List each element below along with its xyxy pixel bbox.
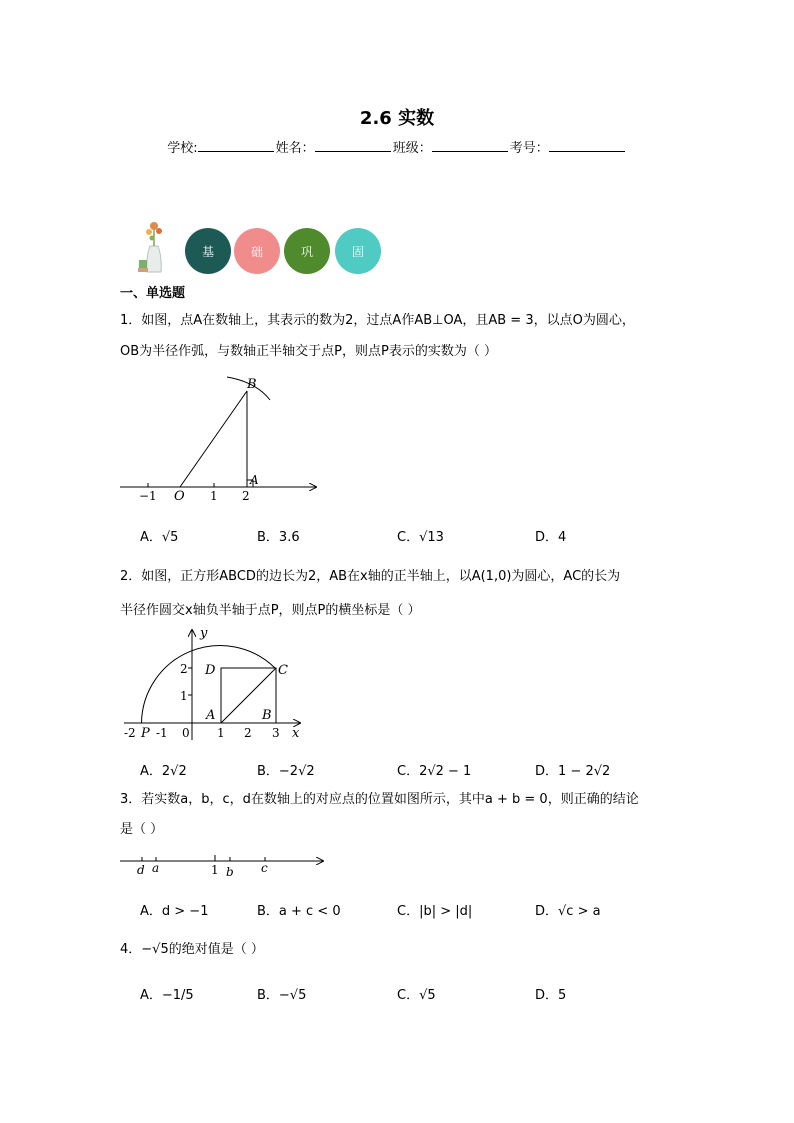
class-blank[interactable] [432,140,508,152]
q1-option-c[interactable]: C．√13 [397,530,444,545]
q1-label-b: B [247,377,257,392]
number-blank[interactable] [549,140,625,152]
q3-label-d: d [137,863,145,877]
q2-label-y: y [200,626,208,641]
q1-option-b[interactable]: B．3.6 [257,530,300,545]
q2-tick-label: 3 [272,726,280,740]
badge-text: 础 [250,244,263,259]
badge-text: 固 [351,244,364,259]
q1-option-a[interactable]: A．√5 [140,530,179,545]
q3-label-one: 1 [211,863,219,877]
student-info-line [0,137,794,156]
q2-tick-label: 0 [182,726,190,740]
q1-tick-label: 1 [210,489,218,503]
q2-label-x: x [292,726,300,741]
q1-text-line2: OB为半径作弧，与数轴正半轴交于点P，则点P表示的实数为（ ） [120,344,497,359]
badge-gu [335,228,381,274]
q2-label-b: B [262,708,272,723]
q3-text-line1: 3．若实数a，b，c，d在数轴上的对应点的位置如图所示，其中a + b = 0，则正确的结论 [120,792,639,807]
q4-option-c[interactable]: C．√5 [397,988,436,1003]
q1-label-a: A [250,473,259,487]
q3-option-d[interactable]: D．√c > a [535,904,601,919]
badge-gong [284,228,330,274]
q2-tick-label: -1 [156,726,168,740]
vase-icon [136,216,172,274]
q1-tick-label: −1 [139,489,157,503]
q2-option-a[interactable]: A．2√2 [140,764,187,779]
q2-tick-label: 1 [180,689,188,703]
q2-text-line1: 2．如图，正方形ABCD的边长为2，AB在x轴的正半轴上，以A(1,0)为圆心，AC的长为 [120,569,621,584]
q2-text-line2: 半径作圆交x轴负半轴于点P，则点P的横坐标是（ ） [120,603,421,618]
badge-text: 巩 [300,244,313,259]
q2-label-d: D [205,663,216,678]
q1-figure [118,372,324,506]
q3-option-b[interactable]: B．a + c < 0 [257,904,341,919]
q3-option-c[interactable]: C．|b| > |d| [397,904,473,919]
name-label: 姓名： [275,141,315,156]
section-heading: 一、单选题 [120,286,186,301]
badge-text: 基 [201,244,214,259]
q2-tick-label: 1 [217,726,225,740]
q3-figure [118,850,328,880]
number-label: 考号： [509,141,549,156]
q2-tick-label: 2 [180,662,188,676]
q1-option-d[interactable]: D．4 [535,530,567,545]
q3-label-c: c [261,861,268,875]
q4-option-a[interactable]: A．−1/5 [140,988,194,1003]
badge-ji [185,228,231,274]
q2-option-b[interactable]: B．−2√2 [257,764,315,779]
school-blank[interactable] [198,140,274,152]
q1-segment-ob [180,391,247,487]
q2-option-d[interactable]: D．1 − 2√2 [535,764,611,779]
name-blank[interactable] [315,140,391,152]
q3-option-a[interactable]: A．d > −1 [140,904,209,919]
q2-tick-label: -2 [124,726,136,740]
q3-label-b: b [226,865,234,879]
q2-tick-label: 2 [244,726,252,740]
q1-text-line1: 1．如图，点A在数轴上，其表示的数为2，过点A作AB⊥OA，且AB = 3，以点O为圆心， [120,313,635,328]
q4-option-b[interactable]: B．−√5 [257,988,307,1003]
q2-label-c: C [278,663,288,678]
q2-option-c[interactable]: C．2√2 − 1 [397,764,472,779]
q3-label-a: a [152,861,160,875]
q3-text-line2: 是（ ） [120,822,164,837]
q4-option-d[interactable]: D．5 [535,988,567,1003]
q2-label-a: A [206,708,216,723]
school-label: 学校: [167,141,198,156]
q2-figure [120,624,310,744]
page-title: 2.6 实数 [359,108,435,129]
q1-tick-label: 2 [242,489,250,503]
class-label: 班级： [392,141,432,156]
q1-label-o: O [174,489,185,504]
q4-text-line1: 4．−√5的绝对值是（ ） [120,942,264,957]
q2-label-p: P [141,726,150,741]
badge-chu [234,228,280,274]
